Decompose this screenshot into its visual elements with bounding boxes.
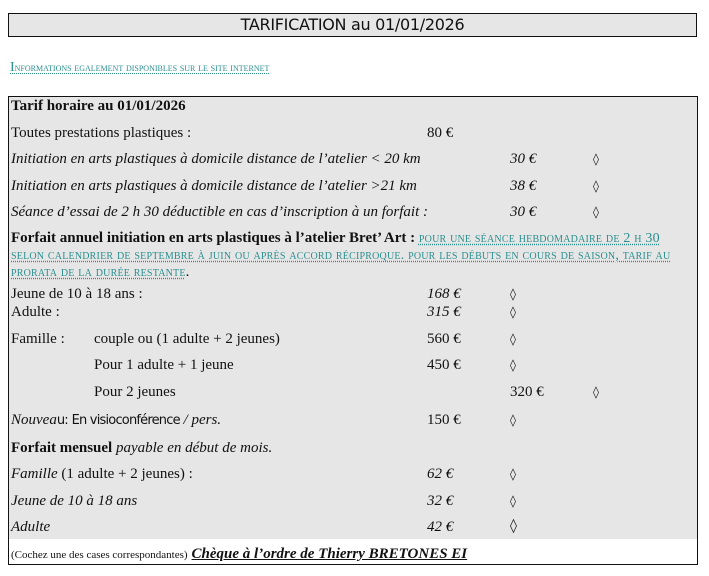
row-jeune-annuel-label: Jeune de 10 à 18 ans :: [11, 286, 143, 302]
row-adulte-annuel-price: 315 €: [427, 304, 461, 320]
row-seance-essai-price: 30 €: [510, 204, 537, 220]
row-famille-mensuel-label: Famille (1 adulte + 2 jeunes) :: [11, 466, 193, 482]
row-domicile-20km-price: 30 €: [510, 151, 537, 167]
tarif-horaire-heading: Tarif horaire au 01/01/2026: [11, 98, 186, 114]
checkbox-domicile-20km[interactable]: ◊: [593, 152, 599, 166]
checkbox-seance-essai[interactable]: ◊: [593, 205, 599, 219]
row-famille-1a1j-price: 450 €: [427, 357, 461, 373]
row-adulte-annuel-label: Adulte :: [11, 304, 60, 320]
row-domicile-21km-label: Initiation en arts plastiques à domicile distance de l’atelier >21 km: [11, 178, 417, 194]
row-toutes-prestations-label: Toutes prestations plastiques :: [11, 125, 192, 141]
payment-footer: [11, 545, 467, 563]
forfait-annuel-heading: Forfait annuel initiation en arts plastiques à l’atelier Bret’ Art :: [11, 230, 416, 246]
checkbox-famille-1a1j[interactable]: ◊: [510, 358, 516, 372]
row-famille-2j-label: Pour 2 jeunes: [94, 384, 176, 400]
page-title: TARIFICATION au 01/01/2026: [8, 13, 697, 37]
row-domicile-21km-price: 38 €: [510, 178, 537, 194]
row-jeune-mensuel-price: 32 €: [427, 493, 454, 509]
row-nouveau-visio: Nouveau: En visioconférence / pers.: [11, 412, 222, 428]
forfait-annuel-conditions-link[interactable]: pour une séance hebdomadaire de 2 h 30 selon calendrier de septembre à juin ou après accord réciproque. pour les débuts en cours de saison, tarif au prorata de la durée restante: [11, 231, 671, 280]
checkbox-adulte-annuel[interactable]: ◊: [510, 305, 516, 319]
row-famille-2j-price: 320 €: [510, 384, 544, 400]
website-info-link[interactable]: Informations egalement disponibles sur le site internet: [10, 60, 270, 75]
row-adulte-mensuel-label: Adulte: [11, 519, 51, 535]
row-famille-1a1j-label: Pour 1 adulte + 1 jeune: [94, 357, 234, 373]
checkbox-famille-couple[interactable]: ◊: [510, 332, 516, 346]
checkbox-nouveau-visio[interactable]: ◊: [510, 413, 516, 427]
visio-mode: En visioconférence: [71, 413, 180, 428]
checkbox-instruction: (Cochez une des cases correspondantes): [11, 549, 188, 561]
row-famille-couple-label: couple ou (1 adulte + 2 jeunes): [94, 331, 280, 347]
row-nouveau-visio-price: 150 €: [427, 412, 461, 428]
row-jeune-annuel-price: 168 €: [427, 286, 461, 302]
cheque-payee: Chèque à l’ordre de Thierry BRETONES EI: [191, 546, 468, 562]
row-seance-essai-label: Séance d’essai de 2 h 30 déductible en cas d’inscription à un forfait :: [11, 204, 429, 220]
pricing-table: [8, 96, 698, 565]
checkbox-famille-2j[interactable]: ◊: [593, 385, 599, 399]
row-domicile-20km-label: Initiation en arts plastiques à domicile distance de l’atelier < 20 km: [11, 151, 421, 167]
row-famille-mensuel-price: 62 €: [427, 466, 454, 482]
famille-label: Famille :: [11, 331, 65, 347]
forfait-annuel-description: Forfait annuel initiation en arts plastiques à l’atelier Bret’ Art : pour une séance hebdomadaire de 2 h 30 selon calendrier de septembre à juin ou après accord réciproque. pour les débuts en cours de saison, tarif au prorata de la durée restante.: [11, 230, 671, 280]
checkbox-jeune-annuel[interactable]: ◊: [510, 287, 516, 301]
checkbox-domicile-21km[interactable]: ◊: [593, 179, 599, 193]
checkbox-jeune-mensuel[interactable]: ◊: [510, 494, 516, 508]
forfait-mensuel-heading: Forfait mensuel payable en début de mois.: [11, 440, 273, 456]
row-famille-couple-price: 560 €: [427, 331, 461, 347]
checkbox-famille-mensuel[interactable]: ◊: [510, 467, 516, 481]
row-jeune-mensuel-label: Jeune de 10 à 18 ans: [11, 493, 138, 509]
checkbox-adulte-mensuel[interactable]: ◊: [510, 518, 517, 534]
row-adulte-mensuel-price: 42 €: [427, 519, 454, 535]
row-toutes-prestations-price: 80 €: [427, 125, 454, 141]
